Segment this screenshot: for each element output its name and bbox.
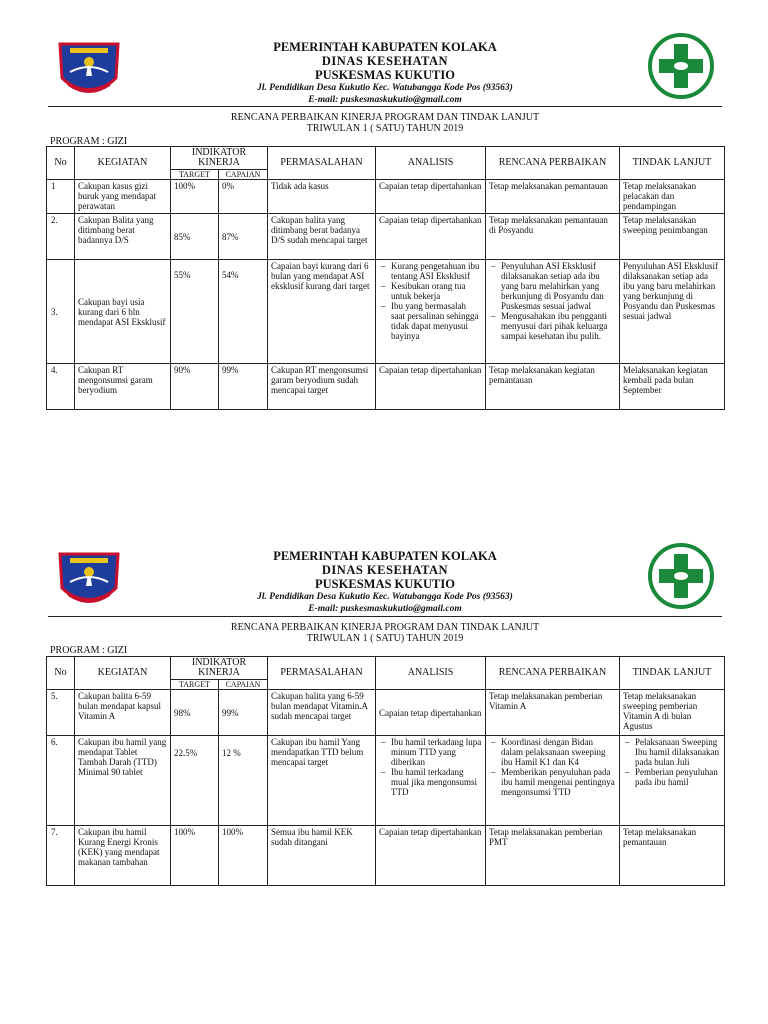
table-row: 4. Cakupan RT mengonsumsi garam beryodium 90% 99% Cakupan RT mengonsumsi garam beryodium sudah mencapai target Capaian tetap dipertahankan Tetap melaksanakan kegiatan pemantauan Melaksanakan kegiatan kembali pada bulan September: [47, 364, 725, 410]
list-item: – Koordinasi dengan Bidan dalam pelaksanaan sweeping ibu Hamil K1 dan K4: [501, 737, 616, 767]
header-divider: [48, 106, 722, 107]
table-row: 1 Cakupan kasus gizi buruk yang mendapat perawatan 100% 0% Tidak ada kasus Capaian tetap dipertahankan Tetap melaksanakan pemantauan Tetap melaksanakan pelacakan dan pendampingan: [47, 180, 725, 214]
col-tindak: TINDAK LANJUT: [620, 657, 725, 690]
list-item: – Kurang pengetahuan ibu tentang ASI Eksklusif: [391, 261, 482, 281]
col-tindak: TINDAK LANJUT: [620, 147, 725, 180]
address: Jl. Pendidikan Desa Kukutio Kec. Watubangga Kode Pos (93563): [257, 83, 513, 93]
letterhead: [150, 549, 620, 615]
header-divider: [48, 616, 722, 617]
kolaka-regency-emblem-icon: [56, 548, 122, 612]
list-item: – Ibu hamil terkadang lupa minum TTD yang diberikan: [391, 737, 482, 767]
document-title: RENCANA PERBAIKAN KINERJA PROGRAM DAN TINDAK LANJUT TRIWULAN 1 ( SATU) TAHUN 2019: [230, 622, 540, 644]
list-item: – Kesibukan orang tua untuk bekerja: [391, 281, 482, 301]
document-title: RENCANA PERBAIKAN KINERJA PROGRAM DAN TINDAK LANJUT TRIWULAN 1 ( SATU) TAHUN 2019: [230, 112, 540, 134]
table-row: 2. Cakupan Balita yang ditimbang berat badannya D/S 85% 87% Cakupan balita yang ditimbang berat badanya D/S sudah mencapai target Capaian tetap dipertahankan Tetap melaksanakan pemantauan di Posyandu Tetap melaksanakan sweeping penimbangan: [47, 214, 725, 260]
list-item: – Ibu yang bermasalah saat persalinan sehingga tidak dapat menyusui bayinya: [391, 301, 482, 341]
department-name: DINAS KESEHATAN: [321, 563, 449, 577]
analisis-list: [379, 261, 482, 341]
table-header-row: [47, 147, 725, 170]
col-permasalahan: PERMASALAHAN: [268, 147, 376, 180]
analisis-list: [379, 737, 482, 797]
rencana-list: [489, 737, 616, 797]
department-name: DINAS KESEHATAN: [321, 54, 449, 68]
col-kegiatan: KEGIATAN: [75, 147, 171, 180]
puskesmas-cross-logo-icon: [647, 542, 715, 610]
letterhead: [150, 40, 620, 106]
table-row: 3. Cakupan bayi usia kurang dari 6 bln mendapat ASI Eksklusif 55% 54% Capaian bayi kurang dari 6 bulan yang mendapat ASI eksklusif kurang dari target – Kurang pengetahuan ibu tentang ASI Eksklusif – Kesibukan orang tua untuk bekerja – Ibu yang bermasalah saat persalinan sehingga tidak dapat menyusui bayinya – Penyuluhan ASI Eksklusif dilaksanakan setiap ada ibu yang baru melahirkan yang berkunjung di Posyandu dan Puskesmas sesuai jadwal – Mengusahakan ibu pengganti menyusui dari pihak keluarga sampai kesehatan ibu pulih. Penyuluhan ASI Eksklusif dilaksanakan setiap ada ibu yang baru melahirkan yang berkunjung di Posyandu dan Puskesmas sesuai jadwal: [47, 260, 725, 364]
col-rencana: RENCANA PERBAIKAN: [486, 657, 620, 690]
col-no: No: [47, 657, 75, 690]
col-capaian: CAPAIAN: [219, 680, 268, 690]
col-capaian: CAPAIAN: [219, 170, 268, 180]
table-row: 6. Cakupan ibu hamil yang mendapat Tablet Tambah Darah (TTD) Minimal 90 tablet 22.5% 12 % Cakupan ibu hamil Yang mendapatkan TTD belum mencapai target – Ibu hamil terkadang lupa minum TTD yang diberikan – Ibu hamil terkadang mual jika mengonsumsi TTD – Koordinasi dengan Bidan dalam pelaksanaan sweeping ibu Hamil K1 dan K4 – Memberikan penyuluhan pada ibu hamil mengenai pentingnya mengonsumsi TTD – Pelaksanaan Sweeping Ibu hamil dilaksanakan pada bulan Juli – Pemberian penyuluhan pada ibu hamil: [47, 736, 725, 826]
email: E-mail: puskesmaskukutio@gmail.com: [308, 95, 462, 105]
col-analisis: ANALISIS: [376, 657, 486, 690]
col-indikator: INDIKATOR KINERJA: [171, 657, 268, 680]
table-row: 7. Cakupan ibu hamil Kurang Energi Kronis (KEK) yang mendapat makanan tambahan 100% 100% Semua ibu hamil KEK sudah ditangani Capaian tetap dipertahankan Tetap melaksanakan pemberian PMT Tetap melaksanakan pemantauan: [47, 826, 725, 886]
puskesmas-name: PUSKESMAS KUKUTIO: [315, 577, 455, 591]
col-target: TARGET: [171, 170, 219, 180]
table-header-row: [47, 657, 725, 680]
email: E-mail: puskesmaskukutio@gmail.com: [308, 604, 462, 614]
col-rencana: RENCANA PERBAIKAN: [486, 147, 620, 180]
col-kegiatan: KEGIATAN: [75, 657, 171, 690]
puskesmas-cross-logo-icon: [647, 32, 715, 100]
list-item: – Pelaksanaan Sweeping Ibu hamil dilaksanakan pada bulan Juli: [635, 737, 721, 767]
col-target: TARGET: [171, 680, 219, 690]
table-row: 5. Cakupan balita 6-59 bulan mendapat kapsul Vitamin A 98% 99% Cakupan balita yang 6-59 bulan mendapat Vitamin.A sudah mencapai target Capaian tetap dipertahankan Tetap melaksanakan pemberian Vitamin A Tetap melaksanakan sweeping pemberian Vitamin A di bulan Agustus: [47, 690, 725, 736]
government-name: PEMERINTAH KABUPATEN KOLAKA: [273, 549, 497, 563]
col-no: No: [47, 147, 75, 180]
government-name: PEMERINTAH KABUPATEN KOLAKA: [273, 40, 497, 54]
kinerja-table-2: [46, 656, 725, 886]
col-analisis: ANALISIS: [376, 147, 486, 180]
list-item: – Penyuluhan ASI Eksklusif dilaksanakan setiap ada ibu yang baru melahirkan yang berkunjung di Posyandu dan Puskesmas sesuai jadwal: [501, 261, 616, 311]
list-item: – Memberikan penyuluhan pada ibu hamil mengenai pentingnya mengonsumsi TTD: [501, 767, 616, 797]
program-label: PROGRAM : GIZI: [50, 136, 128, 147]
puskesmas-name: PUSKESMAS KUKUTIO: [315, 68, 455, 82]
col-indikator: INDIKATOR KINERJA: [171, 147, 268, 170]
col-permasalahan: PERMASALAHAN: [268, 657, 376, 690]
list-item: – Pemberian penyuluhan pada ibu hamil: [635, 767, 721, 787]
rencana-list: [489, 261, 616, 341]
kolaka-regency-emblem-icon: [56, 38, 122, 102]
list-item: – Ibu hamil terkadang mual jika mengonsumsi TTD: [391, 767, 482, 797]
program-label: PROGRAM : GIZI: [50, 645, 128, 656]
kinerja-table-1: [46, 146, 725, 410]
list-item: – Mengusahakan ibu pengganti menyusui dari pihak keluarga sampai kesehatan ibu pulih.: [501, 311, 616, 341]
tindak-list: [623, 737, 721, 787]
address: Jl. Pendidikan Desa Kukutio Kec. Watubangga Kode Pos (93563): [257, 592, 513, 602]
